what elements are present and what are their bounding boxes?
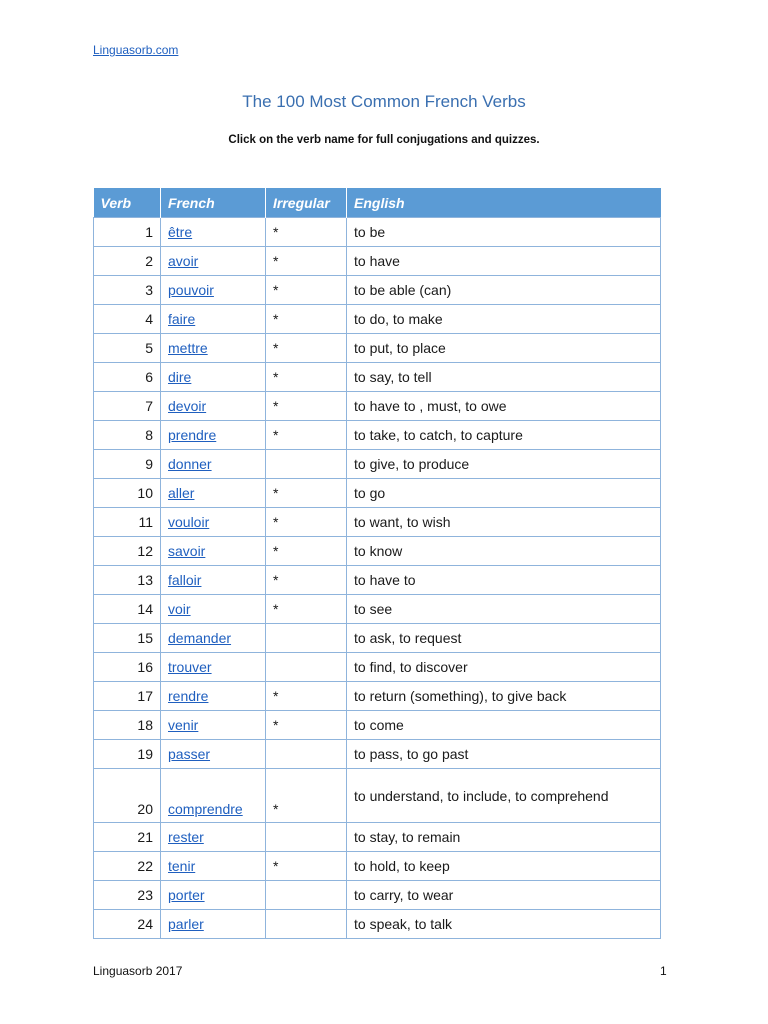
english-translation: to do, to make xyxy=(347,305,661,334)
table-row xyxy=(94,392,661,421)
irregular-marker: * xyxy=(266,247,347,276)
english-translation: to have to , must, to owe xyxy=(347,392,661,421)
verb-rank: 4 xyxy=(94,305,161,334)
irregular-marker xyxy=(266,740,347,769)
column-header-english: English xyxy=(347,188,661,218)
english-translation: to take, to catch, to capture xyxy=(347,421,661,450)
verb-link[interactable]: trouver xyxy=(168,659,212,675)
english-translation: to have to xyxy=(347,566,661,595)
verb-rank: 15 xyxy=(94,624,161,653)
verb-link[interactable]: prendre xyxy=(168,427,217,443)
verb-link[interactable]: voir xyxy=(168,601,191,617)
irregular-marker: * xyxy=(266,479,347,508)
english-translation: to see xyxy=(347,595,661,624)
french-cell xyxy=(161,450,266,479)
verb-link[interactable]: être xyxy=(168,224,193,240)
irregular-marker: * xyxy=(266,852,347,881)
french-cell xyxy=(161,508,266,537)
french-cell xyxy=(161,334,266,363)
english-translation: to carry, to wear xyxy=(347,881,661,910)
table-row xyxy=(94,682,661,711)
irregular-marker: * xyxy=(266,218,347,247)
irregular-marker: * xyxy=(266,392,347,421)
verb-link[interactable]: passer xyxy=(168,746,211,762)
english-translation: to stay, to remain xyxy=(347,823,661,852)
table-row xyxy=(94,537,661,566)
table-row xyxy=(94,769,661,823)
verb-link[interactable]: donner xyxy=(168,456,212,472)
table-row xyxy=(94,305,661,334)
table-row xyxy=(94,653,661,682)
english-translation: to hold, to keep xyxy=(347,852,661,881)
french-cell xyxy=(161,392,266,421)
english-translation: to ask, to request xyxy=(347,624,661,653)
table-row xyxy=(94,823,661,852)
french-cell xyxy=(161,479,266,508)
page-title: The 100 Most Common French Verbs xyxy=(242,92,526,111)
verb-link[interactable]: devoir xyxy=(168,398,207,414)
table-row xyxy=(94,421,661,450)
english-translation: to return (something), to give back xyxy=(347,682,661,711)
french-cell xyxy=(161,881,266,910)
verb-rank: 7 xyxy=(94,392,161,421)
french-cell xyxy=(161,305,266,334)
verb-link[interactable]: venir xyxy=(168,717,199,733)
french-cell xyxy=(161,711,266,740)
verb-link[interactable]: parler xyxy=(168,916,204,932)
irregular-marker xyxy=(266,450,347,479)
verb-rank: 12 xyxy=(94,537,161,566)
irregular-marker: * xyxy=(266,363,347,392)
french-cell xyxy=(161,769,266,823)
irregular-marker xyxy=(266,823,347,852)
verb-link[interactable]: avoir xyxy=(168,253,199,269)
verb-link[interactable]: dire xyxy=(168,369,192,385)
table-row xyxy=(94,852,661,881)
verb-link[interactable]: porter xyxy=(168,887,205,903)
irregular-marker xyxy=(266,624,347,653)
verb-rank: 19 xyxy=(94,740,161,769)
column-header-verb: Verb xyxy=(94,188,161,218)
verb-rank: 17 xyxy=(94,682,161,711)
irregular-marker xyxy=(266,881,347,910)
verb-link[interactable]: falloir xyxy=(168,572,202,588)
irregular-marker: * xyxy=(266,711,347,740)
irregular-marker xyxy=(266,910,347,939)
french-cell xyxy=(161,363,266,392)
verb-link[interactable]: tenir xyxy=(168,858,196,874)
english-translation: to put, to place xyxy=(347,334,661,363)
irregular-marker: * xyxy=(266,566,347,595)
verb-rank: 1 xyxy=(94,218,161,247)
table-row xyxy=(94,624,661,653)
irregular-marker: * xyxy=(266,276,347,305)
irregular-marker: * xyxy=(266,595,347,624)
english-translation: to pass, to go past xyxy=(347,740,661,769)
verb-link[interactable]: mettre xyxy=(168,340,208,356)
page-subtitle: Click on the verb name for full conjugations and quizzes. xyxy=(228,134,540,146)
verb-rank: 13 xyxy=(94,566,161,595)
english-translation: to find, to discover xyxy=(347,653,661,682)
verb-link[interactable]: aller xyxy=(168,485,195,501)
verb-rank: 8 xyxy=(94,421,161,450)
verb-link[interactable]: savoir xyxy=(168,543,206,559)
table-row xyxy=(94,508,661,537)
irregular-marker: * xyxy=(266,537,347,566)
english-translation: to speak, to talk xyxy=(347,910,661,939)
verb-link[interactable]: pouvoir xyxy=(168,282,214,298)
verb-link[interactable]: rester xyxy=(168,829,204,845)
table-row xyxy=(94,276,661,305)
column-header-french: French xyxy=(161,188,266,218)
french-cell xyxy=(161,276,266,305)
english-translation: to have xyxy=(347,247,661,276)
table-row xyxy=(94,363,661,392)
verb-rank: 18 xyxy=(94,711,161,740)
table-row xyxy=(94,479,661,508)
french-cell xyxy=(161,247,266,276)
verb-rank: 11 xyxy=(94,508,161,537)
verb-rank: 24 xyxy=(94,910,161,939)
french-cell xyxy=(161,537,266,566)
verb-rank: 5 xyxy=(94,334,161,363)
table-row xyxy=(94,218,661,247)
table-header-row xyxy=(94,188,661,218)
verb-link[interactable]: demander xyxy=(168,630,232,646)
french-cell xyxy=(161,823,266,852)
french-cell xyxy=(161,653,266,682)
english-translation: to say, to tell xyxy=(347,363,661,392)
english-translation: to give, to produce xyxy=(347,450,661,479)
english-translation: to understand, to include, to comprehend xyxy=(347,769,661,823)
irregular-marker xyxy=(266,653,347,682)
verb-link[interactable]: vouloir xyxy=(168,514,210,530)
french-cell xyxy=(161,421,266,450)
french-cell xyxy=(161,740,266,769)
verb-rank: 23 xyxy=(94,881,161,910)
verb-rank: 9 xyxy=(94,450,161,479)
table-row xyxy=(94,711,661,740)
verb-link[interactable]: comprendre xyxy=(168,801,243,817)
english-translation: to come xyxy=(347,711,661,740)
table-row xyxy=(94,334,661,363)
verbs-table-body xyxy=(94,218,661,939)
french-cell xyxy=(161,624,266,653)
table-row xyxy=(94,881,661,910)
table-row xyxy=(94,450,661,479)
column-header-irregular: Irregular xyxy=(266,188,347,218)
irregular-marker: * xyxy=(266,769,347,823)
verb-rank: 22 xyxy=(94,852,161,881)
table-row xyxy=(94,910,661,939)
verb-rank: 10 xyxy=(94,479,161,508)
english-translation: to know xyxy=(347,537,661,566)
irregular-marker: * xyxy=(266,334,347,363)
french-cell xyxy=(161,595,266,624)
table-row xyxy=(94,595,661,624)
verb-rank: 14 xyxy=(94,595,161,624)
english-translation: to be xyxy=(347,218,661,247)
verb-rank: 20 xyxy=(94,769,161,823)
table-row xyxy=(94,247,661,276)
irregular-marker: * xyxy=(266,421,347,450)
site-link[interactable]: Linguasorb.com xyxy=(93,43,179,57)
french-cell xyxy=(161,852,266,881)
verb-rank: 2 xyxy=(94,247,161,276)
english-translation: to go xyxy=(347,479,661,508)
verbs-table xyxy=(93,188,661,939)
verb-link[interactable]: faire xyxy=(168,311,196,327)
table-row xyxy=(94,566,661,595)
french-cell xyxy=(161,682,266,711)
irregular-marker: * xyxy=(266,508,347,537)
french-cell xyxy=(161,566,266,595)
verb-rank: 3 xyxy=(94,276,161,305)
french-cell xyxy=(161,218,266,247)
french-cell xyxy=(161,910,266,939)
table-row xyxy=(94,740,661,769)
irregular-marker: * xyxy=(266,682,347,711)
verb-rank: 6 xyxy=(94,363,161,392)
verb-link[interactable]: rendre xyxy=(168,688,209,704)
english-translation: to want, to wish xyxy=(347,508,661,537)
english-translation: to be able (can) xyxy=(347,276,661,305)
page-number: 1 xyxy=(660,964,667,978)
verb-rank: 16 xyxy=(94,653,161,682)
irregular-marker: * xyxy=(266,305,347,334)
footer-copyright: Linguasorb 2017 xyxy=(93,964,183,978)
verb-rank: 21 xyxy=(94,823,161,852)
